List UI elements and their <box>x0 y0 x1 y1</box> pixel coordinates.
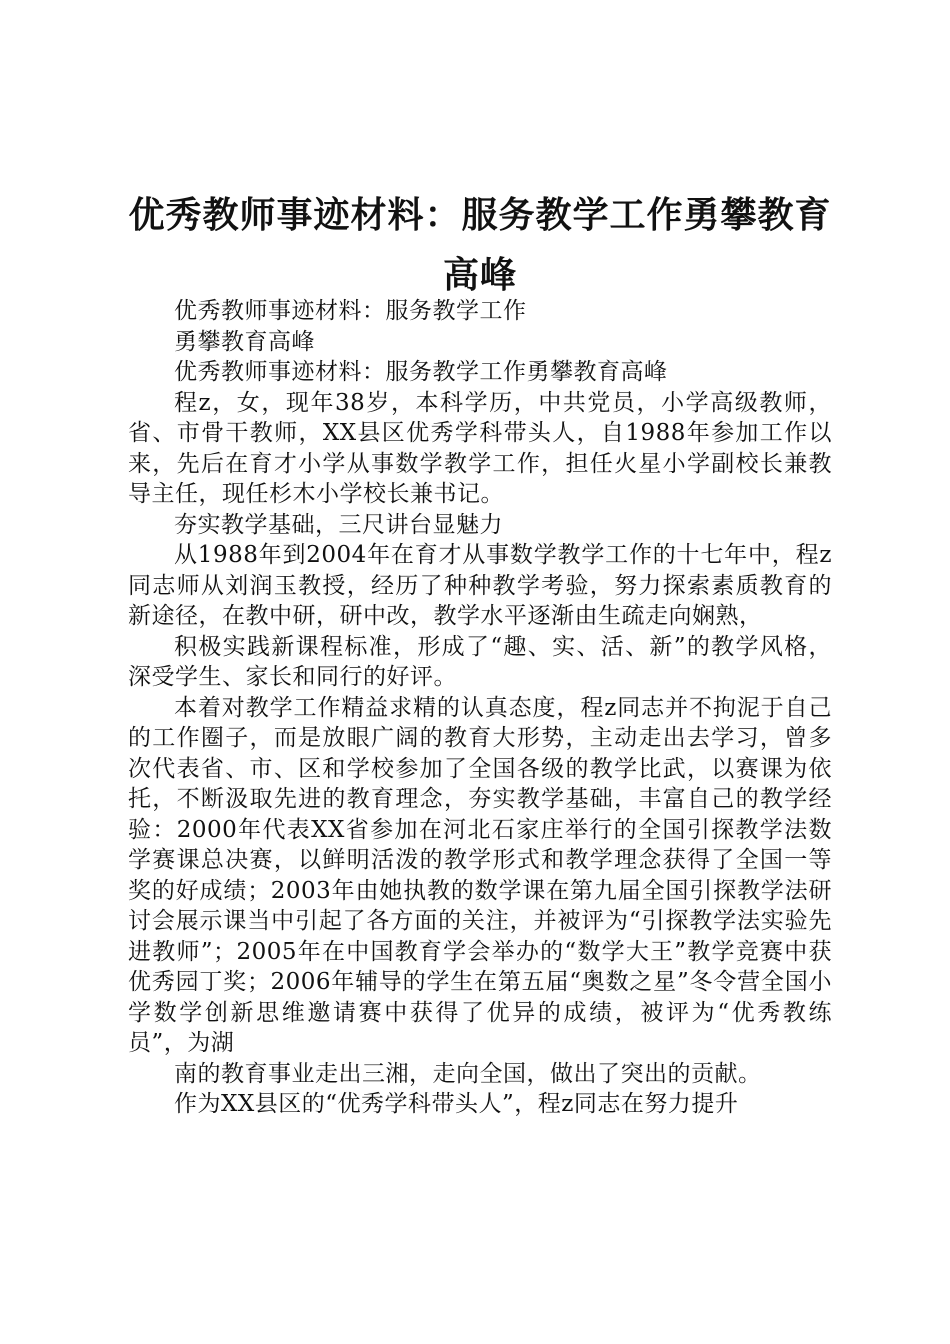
document-title: 优秀教师事迹材料：服务教学工作勇攀教育高峰 <box>128 195 832 296</box>
paragraph: 勇攀教育高峰 <box>174 328 315 355</box>
paragraph: 优秀教师事迹材料：服务教学工作勇攀教育高峰 <box>174 359 668 385</box>
paragraph: 本着对教学工作精益求精的认真态度，程z同志并不拘泥于自己的工作圈子，而是放眼广阔的教育大形势，主动走出去学习，曾多次代表省、市、区和学校参加了全国各级的教学比武，以赛课为依托，不断汲取先进的教育理念，夯实教学基础，丰富自己的教学经验：2000年代表XX省参加在河北石家庄举行的全国引探教学法数学赛课总决赛，以鲜明活泼的教学形式和教学理念获得了全国一等奖的好成绩；2003年由她执教的数学课在第九届全国引探教学法研讨会展示课当中引起了各方面的关注，并被评为“引探教学法实验先进教师”；2005年在中国教育学会举办的“数学大王”教学竞赛中获优秀园丁奖；2006年辅导的学生在第五届“奥数之星”冬令营全国小学数学创新思维邀请赛中获得了优异的成绩，被评为“优秀教练员”，为湖 <box>128 694 832 1056</box>
paragraph: 南的教育事业走出三湘，走向全国，做出了突出的贡献。 <box>174 1060 762 1087</box>
paragraph: 程z，女，现年38岁，本科学历，中共党员，小学高级教师，省、市骨干教师，XX县区优秀学科带头人，自1988年参加工作以来，先后在育才小学从事数学教学工作，担任火星小学副校长兼教导主任，现任杉木小学校长兼书记。 <box>128 389 832 507</box>
document-body <box>128 296 832 1120</box>
paragraph: 作为XX县区的“优秀学科带头人”，程z同志在努力提升 <box>174 1091 739 1117</box>
paragraph: 夯实教学基础，三尺讲台显魅力 <box>174 511 503 538</box>
paragraph: 从1988年到2004年在育才从事数学教学工作的十七年中，程z同志师从刘润玉教授，经历了种种教学考验，努力探索素质教育的新途径，在教中研，研中改，教学水平逐渐由生疏走向娴熟， <box>128 542 832 629</box>
paragraph: 优秀教师事迹材料：服务教学工作 <box>174 298 527 324</box>
paragraph: 积极实践新课程标准，形成了“趣、实、活、新”的教学风格，深受学生、家长和同行的好评。 <box>128 633 832 690</box>
